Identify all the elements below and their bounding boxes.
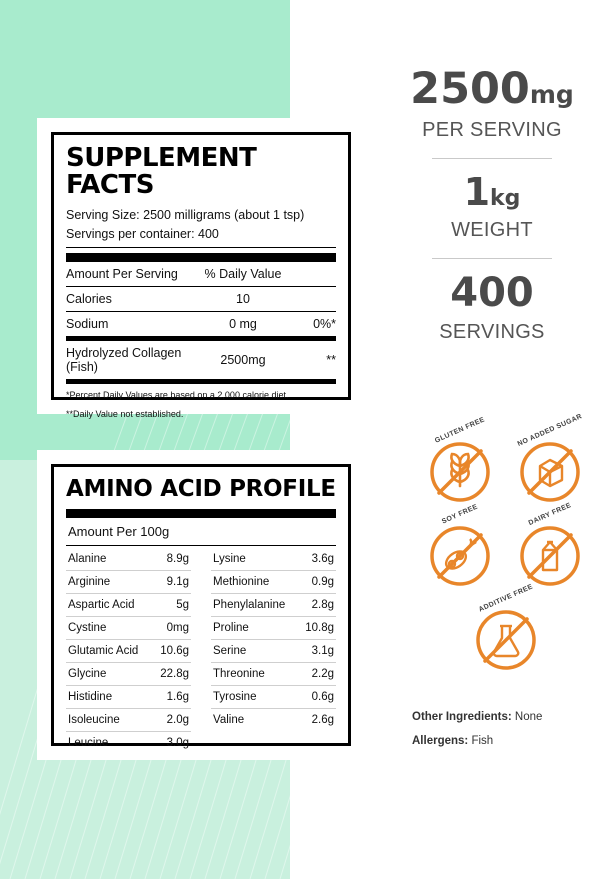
header-daily-value: % Daily Value (198, 262, 288, 287)
amino-value: 5g (176, 599, 189, 612)
table-row (66, 312, 336, 337)
row-amount: 10 (198, 287, 288, 312)
list-item (211, 663, 336, 686)
row-amount: 0 mg (198, 312, 288, 337)
amino-name: Tyrosine (213, 691, 257, 704)
amino-name: Arginine (68, 576, 111, 589)
servings-per-container-text: Servings per container: 400 (66, 226, 219, 241)
supplement-facts-panel (37, 118, 365, 419)
other-ingredients-label: Other Ingredients: (412, 711, 512, 723)
flask-icon (474, 608, 538, 672)
stat-unit: kg (490, 186, 521, 211)
badge-label: DAIRY FREE (527, 501, 573, 528)
amino-name: Lysine (213, 553, 246, 566)
amino-value: 2.0g (166, 714, 189, 727)
amino-value: 3.0g (166, 737, 189, 750)
amino-column-left (66, 548, 201, 754)
amino-value: 0.9g (311, 576, 334, 589)
stat-weight (380, 170, 604, 242)
amino-name: Serine (213, 645, 247, 658)
list-item (66, 594, 191, 617)
stat-servings (380, 270, 604, 344)
stat-value: 1 (463, 170, 491, 214)
ingredient-table (66, 341, 336, 380)
stat-value-wrap (380, 170, 604, 214)
list-item (211, 709, 336, 731)
wheat-icon (428, 440, 492, 504)
amino-name: Cystine (68, 622, 107, 635)
badge-label: SOY FREE (440, 503, 479, 526)
badge-no-added-sugar (512, 413, 588, 506)
amino-name: Methionine (213, 576, 270, 589)
amino-name: Histidine (68, 691, 113, 704)
list-item (211, 594, 336, 617)
amino-value: 0mg (166, 622, 189, 635)
list-item (211, 640, 336, 663)
ingredient-label: Hydrolyzed Collagen (Fish) (66, 341, 198, 380)
amount-per-100g-label: Amount Per 100g (66, 518, 336, 546)
list-item (66, 571, 191, 594)
amino-value: 9.1g (166, 576, 189, 589)
footnote-not-established: **Daily Value not established. (66, 408, 184, 419)
stat-value: 400 (450, 270, 534, 316)
amino-name: Alanine (68, 553, 107, 566)
amino-value: 8.9g (166, 553, 189, 566)
badge-label: ADDITIVE FREE (477, 583, 535, 614)
amino-value: 1.6g (166, 691, 189, 704)
ingredient-daily-value: ** (288, 341, 336, 380)
amino-name: Leucine (68, 737, 109, 750)
allergens-value: Fish (471, 735, 494, 748)
stat-unit: mg (529, 80, 574, 109)
serving-size-text: Serving Size: 2500 milligrams (about 1 tsp) (66, 207, 305, 222)
stat-caption: PER SERVING (422, 119, 562, 141)
row-label: Calories (66, 287, 198, 312)
amino-value: 3.1g (311, 645, 334, 658)
other-ingredients-value: None (514, 711, 543, 723)
badge-label: GLUTEN FREE (433, 416, 486, 445)
row-daily-value: 0%* (288, 312, 336, 337)
table-row (66, 341, 336, 380)
list-item (66, 663, 191, 686)
amino-name: Proline (213, 622, 249, 635)
badge-group (408, 413, 598, 680)
amino-value: 10.6g (160, 645, 189, 658)
amino-value: 3.6g (311, 553, 334, 566)
list-item (66, 617, 191, 640)
list-item (66, 732, 191, 754)
header-spacer (288, 262, 336, 287)
divider-medium-bottom (66, 380, 336, 384)
stat-value-wrap (380, 270, 604, 316)
list-item (66, 686, 191, 709)
stat-caption: SERVINGS (439, 321, 545, 343)
amino-value: 2.6g (311, 714, 334, 727)
list-item (211, 686, 336, 709)
badge-gluten-free (422, 416, 498, 506)
supplement-facts-title: SUPPLEMENT FACTS (66, 143, 257, 201)
amino-name: Glycine (68, 668, 107, 681)
ingredient-amount: 2500mg (198, 341, 288, 380)
amino-name: Isoleucine (68, 714, 120, 727)
divider-thick-top (66, 253, 336, 262)
list-item (66, 548, 191, 571)
badge-label: NO ADDED SUGAR (516, 413, 584, 448)
row-label: Sodium (66, 312, 198, 337)
header-amount-per-serving: Amount Per Serving (66, 262, 198, 287)
amino-name: Threonine (213, 668, 265, 681)
divider-thin-top (66, 247, 336, 248)
list-item (211, 617, 336, 640)
allergens-label: Allergens: (412, 735, 469, 748)
soy-bean-icon (428, 524, 492, 588)
list-item (211, 548, 336, 571)
divider-thick-amino (66, 509, 336, 518)
list-item (66, 709, 191, 732)
stat-divider-1 (432, 158, 552, 159)
amino-value: 2.8g (311, 599, 334, 612)
amino-value: 0.6g (311, 691, 334, 704)
amino-name: Glutamic Acid (68, 645, 139, 658)
milk-carton-icon (518, 524, 582, 588)
amino-column-right (201, 548, 336, 754)
amino-value: 22.8g (160, 668, 189, 681)
amino-name: Phenylalanine (213, 599, 286, 612)
amino-value: 2.2g (311, 668, 334, 681)
stat-value: 2500 (410, 64, 530, 114)
badge-soy-free (422, 504, 498, 590)
amino-value: 10.8g (305, 622, 334, 635)
row-daily-value (288, 287, 336, 312)
stat-value-wrap (380, 64, 604, 114)
sugar-cube-icon (518, 440, 582, 504)
badge-additive-free (468, 583, 544, 674)
amino-acid-profile-panel (37, 450, 365, 760)
amino-name: Aspartic Acid (68, 599, 135, 612)
stat-caption: WEIGHT (451, 219, 533, 241)
list-item (66, 640, 191, 663)
other-ingredients-line (412, 705, 602, 729)
amino-profile-title: AMINO ACID PROFILE (66, 476, 336, 502)
table-row (66, 287, 336, 312)
stat-per-serving (380, 64, 604, 142)
amino-name: Valine (213, 714, 245, 727)
allergens-line (412, 729, 602, 753)
table-header-row (66, 262, 336, 287)
stat-divider-2 (432, 258, 552, 259)
list-item (211, 571, 336, 594)
footnote-daily-values: *Percent Daily Values are based on a 2,000 calorie diet. (66, 390, 289, 401)
badge-dairy-free (512, 501, 588, 590)
nutrition-table (66, 262, 336, 337)
other-info-block (412, 705, 602, 753)
